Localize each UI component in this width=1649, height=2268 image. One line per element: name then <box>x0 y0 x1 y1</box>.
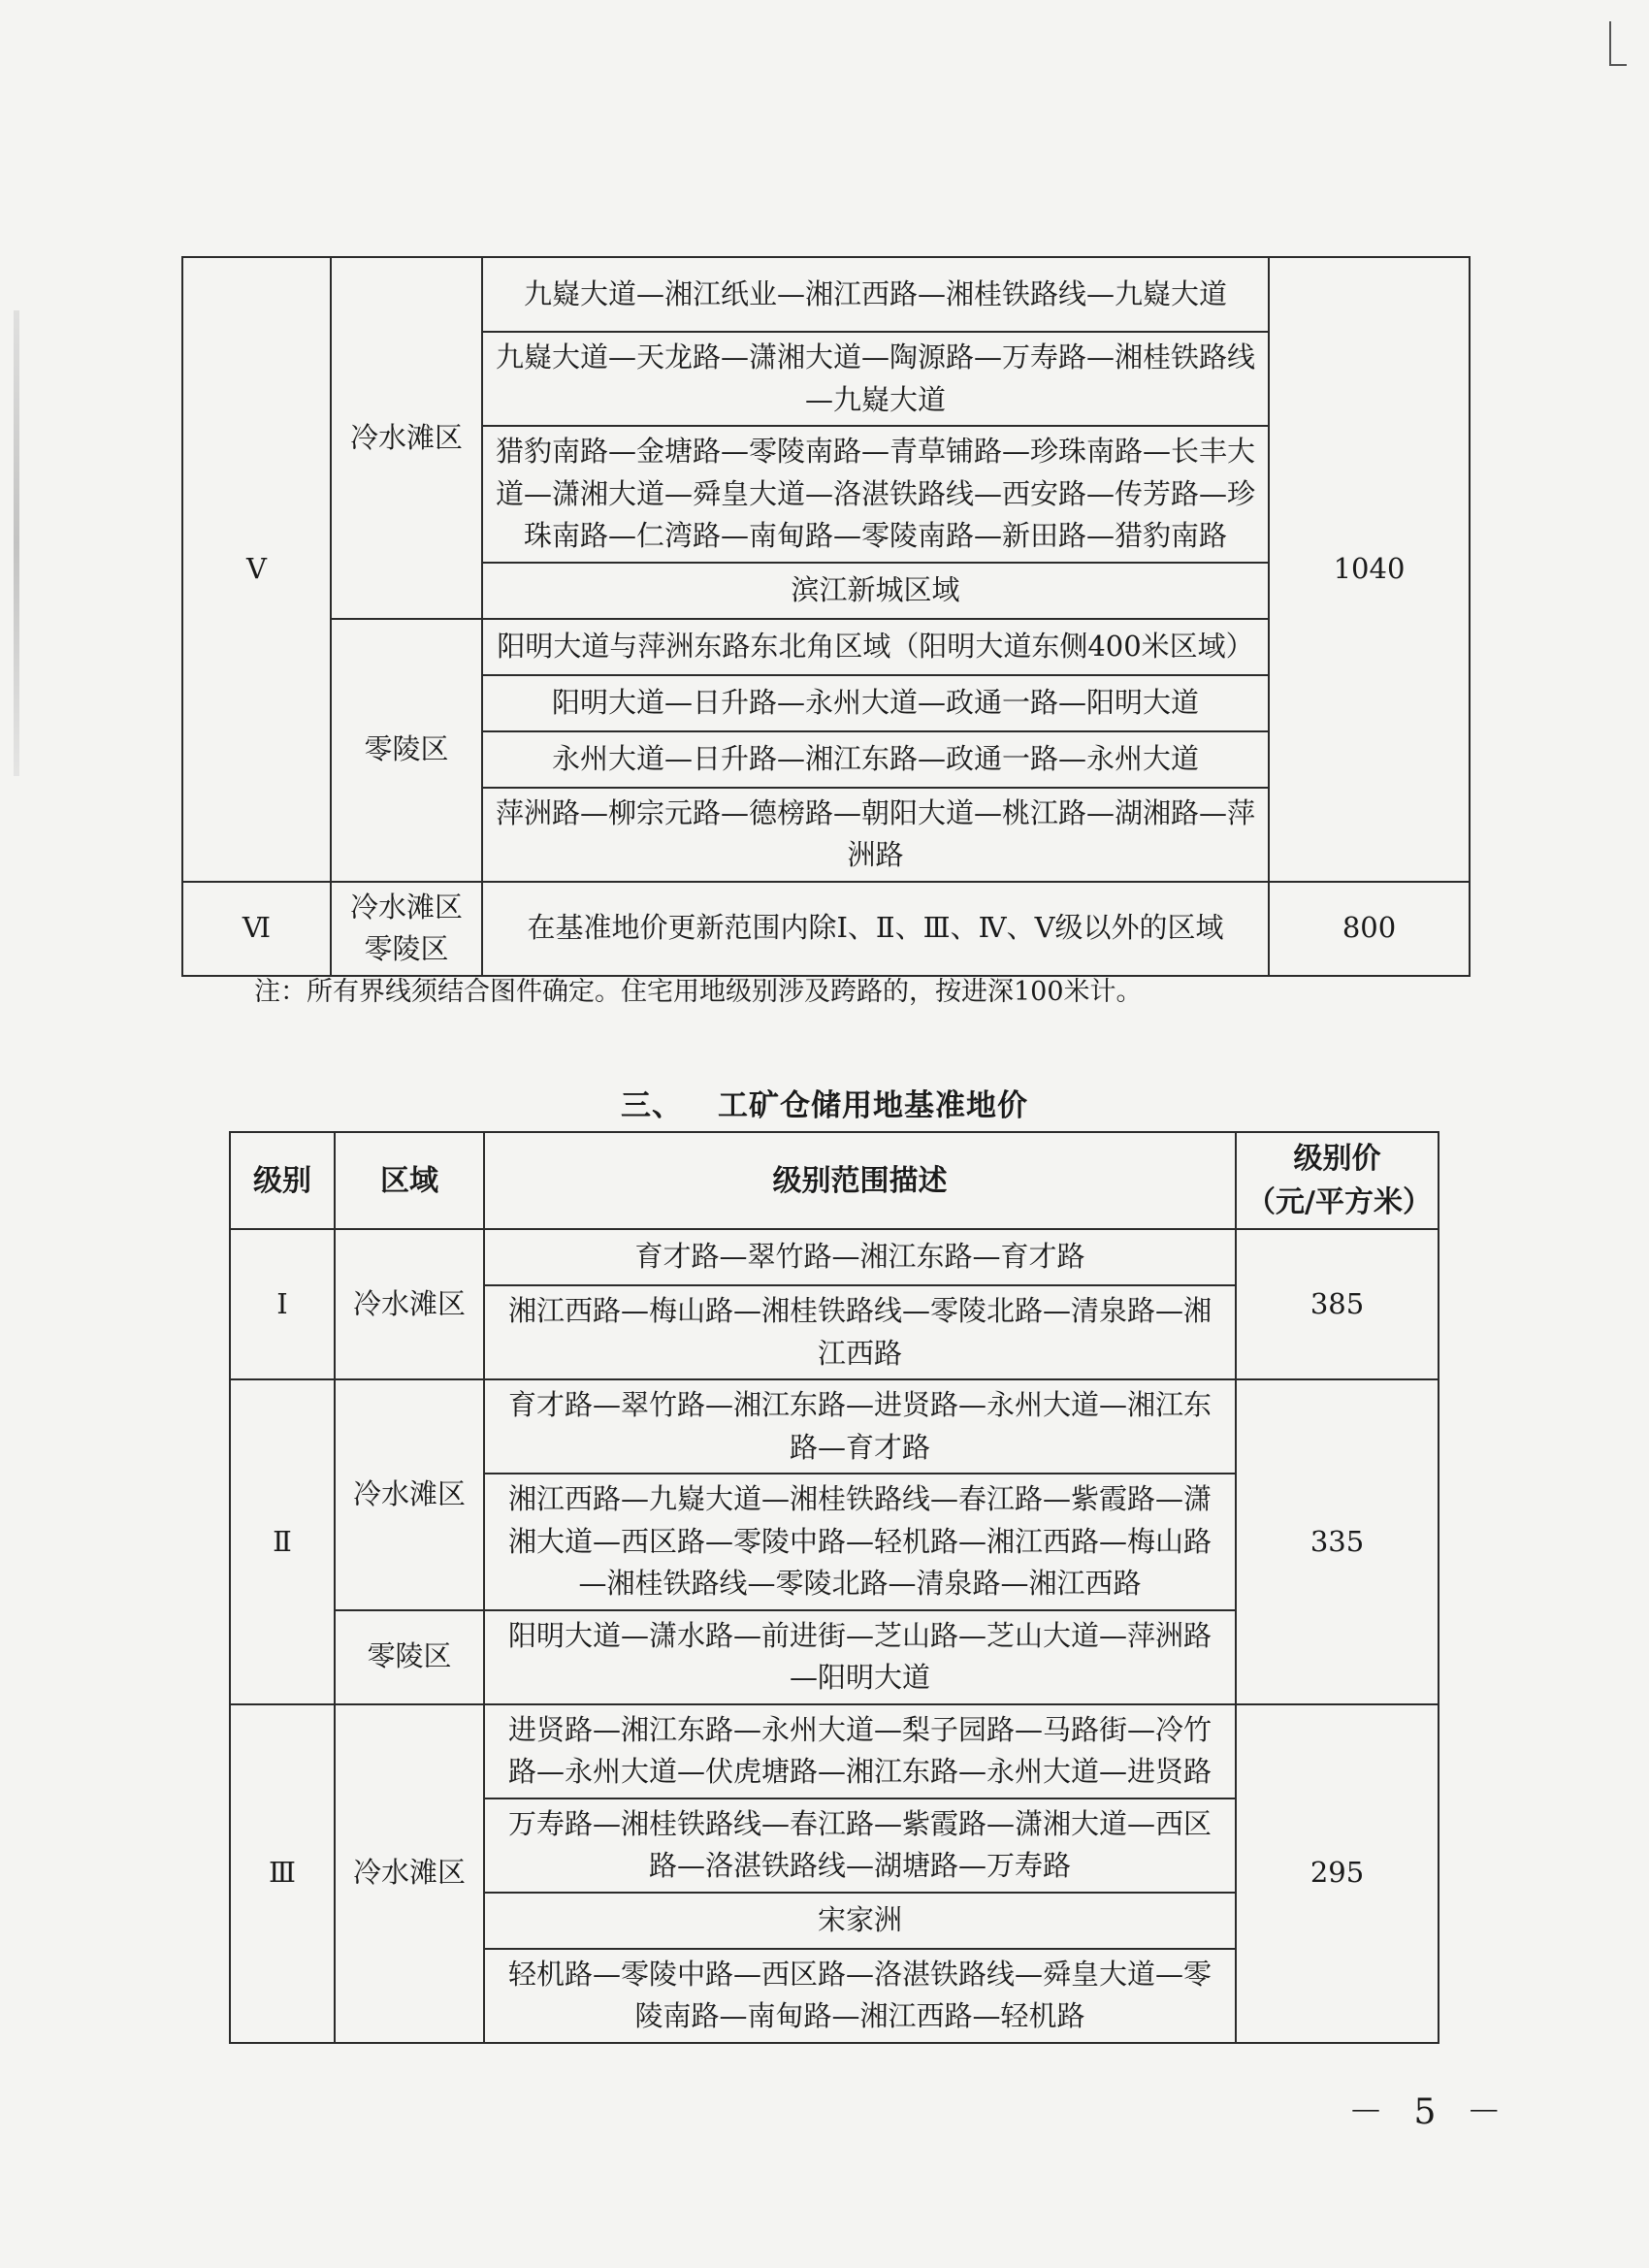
level-cell: Ⅱ <box>230 1379 335 1704</box>
range-cell: 宋家洲 <box>484 1893 1236 1949</box>
range-cell: 在基准地价更新范围内除Ⅰ、Ⅱ、Ⅲ、Ⅳ、Ⅴ级以外的区域 <box>482 882 1269 976</box>
residential-land-price-table <box>181 256 1471 977</box>
header-price-line1: 级别价 <box>1293 1142 1381 1176</box>
level-cell: Ⅴ <box>182 257 331 882</box>
district-cell: 冷水滩区 <box>331 257 482 619</box>
level-cell: Ⅲ <box>230 1704 335 2043</box>
range-cell: 湘江西路—九嶷大道—湘桂铁路线—春江路—紫霞路—潇湘大道—西区路—零陵中路—轻机路—湘江西路—梅山路—湘桂铁路线—零陵北路—清泉路—湘江西路 <box>484 1474 1236 1610</box>
scan-corner-mark <box>1609 21 1627 66</box>
range-cell: 萍洲路—柳宗元路—德榜路—朝阳大道—桃江路—湖湘路—萍洲路 <box>482 788 1269 882</box>
header-price-line2: （元/平方米） <box>1246 1185 1432 1219</box>
range-cell: 滨江新城区域 <box>482 563 1269 619</box>
range-cell: 育才路—翠竹路—湘江东路—育才路 <box>484 1229 1236 1285</box>
district-cell <box>331 882 482 976</box>
table-row <box>182 882 1470 976</box>
page-number: － 5 － <box>1348 2092 1511 2132</box>
price-cell: 1040 <box>1269 257 1470 882</box>
price-cell: 800 <box>1269 882 1470 976</box>
district-cell: 零陵区 <box>331 619 482 882</box>
table-row <box>182 257 1470 332</box>
header-level: 级别 <box>230 1132 335 1229</box>
district-cell: 冷水滩区 <box>335 1379 484 1610</box>
range-cell: 九嶷大道—湘江纸业—湘江西路—湘桂铁路线—九嶷大道 <box>482 257 1269 332</box>
price-cell: 295 <box>1236 1704 1439 2043</box>
range-cell: 阳明大道—日升路—永州大道—政通一路—阳明大道 <box>482 675 1269 731</box>
table-header-row <box>230 1132 1439 1229</box>
district-cell: 冷水滩区 <box>335 1704 484 2043</box>
range-cell: 轻机路—零陵中路—西区路—洛湛铁路线—舜皇大道—零陵南路—南甸路—湘江西路—轻机路 <box>484 1949 1236 2043</box>
section-heading <box>0 1081 1649 1124</box>
range-cell: 育才路—翠竹路—湘江东路—进贤路—永州大道—湘江东路—育才路 <box>484 1379 1236 1474</box>
range-cell: 阳明大道—潇水路—前进街—芝山路—芝山大道—萍洲路—阳明大道 <box>484 1610 1236 1704</box>
district-line: 零陵区 <box>364 932 449 965</box>
scan-edge-shadow <box>14 310 19 776</box>
table-note: 注：所有界线须结合图件确定。住宅用地级别涉及跨路的，按进深100米计。 <box>254 977 1143 1007</box>
range-cell: 阳明大道与萍洲东路东北角区域（阳明大道东侧400米区域） <box>482 619 1269 675</box>
range-cell: 湘江西路—梅山路—湘桂铁路线—零陵北路—清泉路—湘江西路 <box>484 1285 1236 1379</box>
district-cell: 冷水滩区 <box>335 1229 484 1379</box>
price-cell: 335 <box>1236 1379 1439 1704</box>
range-cell: 万寿路—湘桂铁路线—春江路—紫霞路—潇湘大道—西区路—洛湛铁路线—湖塘路—万寿路 <box>484 1798 1236 1893</box>
header-price <box>1236 1132 1439 1229</box>
header-range: 级别范围描述 <box>484 1132 1236 1229</box>
range-cell: 进贤路—湘江东路—永州大道—梨子园路—马路街—冷竹路—永州大道—伏虎塘路—湘江东路—永州大道—进贤路 <box>484 1704 1236 1798</box>
section-title-text: 工矿仓储用地基准地价 <box>718 1088 1028 1123</box>
level-cell: Ⅵ <box>182 882 331 976</box>
table-row <box>230 1379 1439 1474</box>
range-cell: 猎豹南路—金塘路—零陵南路—青草铺路—珍珠南路—长丰大道—潇湘大道—舜皇大道—洛湛铁路线—西安路—传芳路—珍珠南路—仁湾路—南甸路—零陵南路—新田路—猎豹南路 <box>482 426 1269 563</box>
price-cell: 385 <box>1236 1229 1439 1379</box>
range-cell: 九嶷大道—天龙路—潇湘大道—陶源路—万寿路—湘桂铁路线—九嶷大道 <box>482 332 1269 426</box>
table-row <box>230 1704 1439 1798</box>
header-district: 区域 <box>335 1132 484 1229</box>
range-cell: 永州大道—日升路—湘江东路—政通一路—永州大道 <box>482 731 1269 788</box>
district-line: 冷水滩区 <box>349 890 463 923</box>
section-number: 三、 <box>621 1088 683 1123</box>
table-row <box>230 1229 1439 1285</box>
district-cell: 零陵区 <box>335 1610 484 1704</box>
level-cell: Ⅰ <box>230 1229 335 1379</box>
industrial-land-price-table <box>229 1131 1439 2044</box>
